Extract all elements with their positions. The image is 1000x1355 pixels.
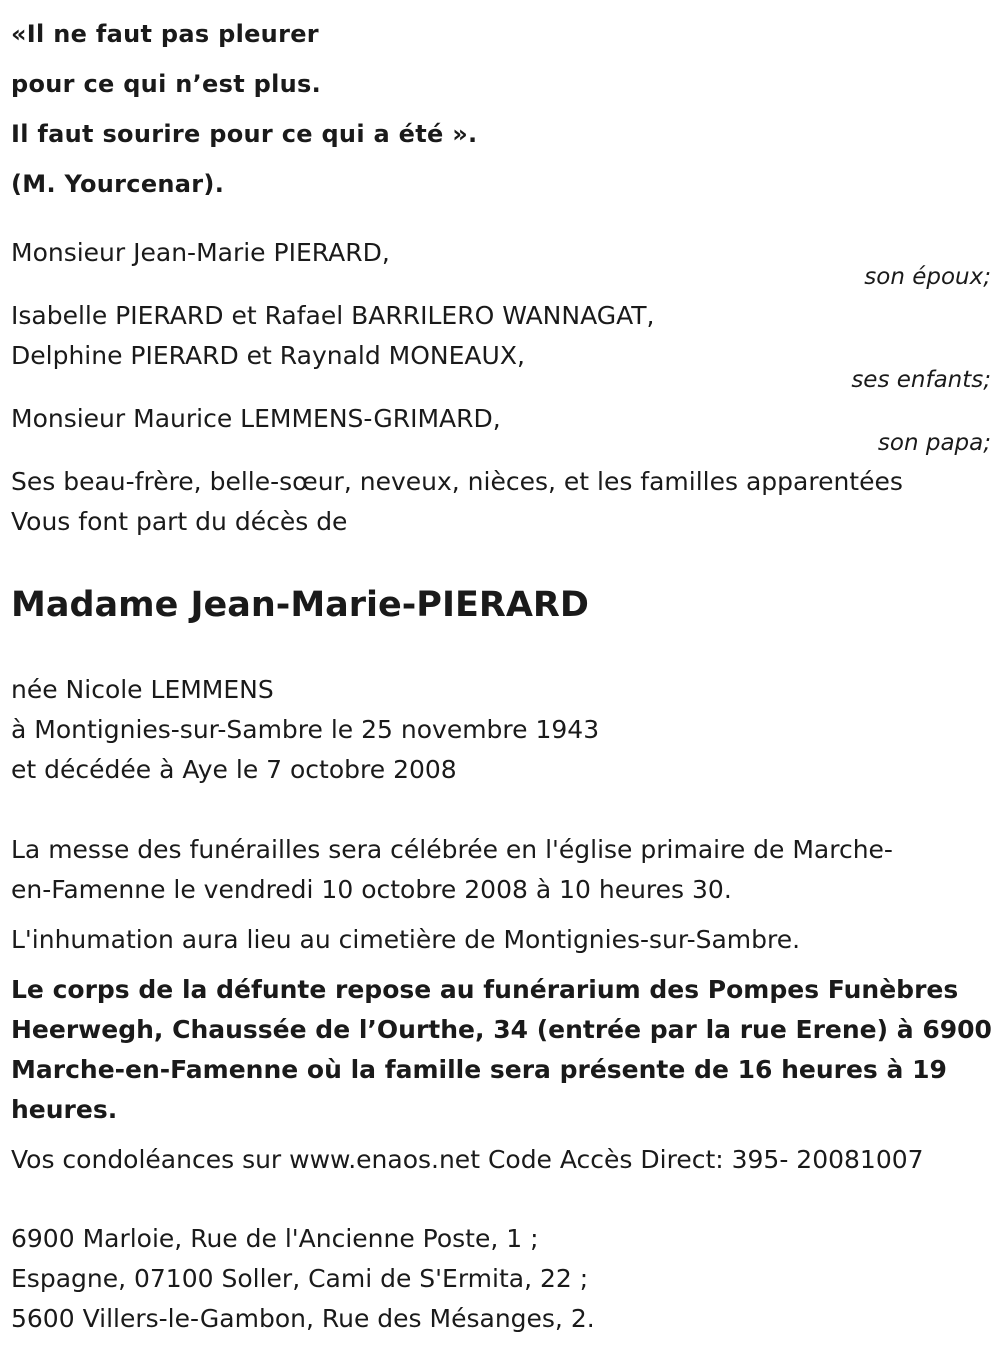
husband-role: son époux; — [864, 264, 991, 290]
funerarium-paragraph — [11, 970, 992, 1130]
burial-paragraph: L'inhumation aura lieu au cimetière de Montignies-sur-Sambre. — [11, 925, 801, 954]
husband-name: Monsieur Jean-Marie PIERARD, — [11, 238, 390, 267]
birth-details: à Montignies-sur-Sambre le 25 novembre 1943 — [11, 715, 600, 744]
announcement-line: Vous font part du décès de — [11, 507, 348, 536]
quote-attribution: (M. Yourcenar). — [11, 170, 225, 198]
funerarium-line-1: Le corps de la défunte repose au funérarium des Pompes Funèbres — [11, 975, 959, 1004]
address-3: 5600 Villers-le-Gambon, Rue des Mésanges, 2. — [11, 1304, 595, 1333]
child-1-name: Isabelle PIERARD et Rafael BARRILERO WANNAGAT, — [11, 301, 655, 330]
funerarium-line-3: Marche-en-Famenne où la famille sera présente de 16 heures à 19 — [11, 1055, 947, 1084]
child-2-name: Delphine PIERARD et Raynald MONEAUX, — [11, 341, 525, 370]
funerarium-line-2: Heerwegh, Chaussée de l’Ourthe, 34 (entrée par la rue Erene) à 6900 — [11, 1015, 992, 1044]
funeral-mass-paragraph — [11, 830, 971, 910]
mass-line-2: en-Famenne le vendredi 10 octobre 2008 à 10 heures 30. — [11, 875, 732, 904]
death-details: et décédée à Aye le 7 octobre 2008 — [11, 755, 457, 784]
address-1: 6900 Marloie, Rue de l'Ancienne Poste, 1 ; — [11, 1224, 539, 1253]
quote-line-3: Il faut sourire pour ce qui a été ». — [11, 120, 478, 148]
birth-name: née Nicole LEMMENS — [11, 675, 274, 704]
father-role: son papa; — [877, 430, 991, 456]
address-2: Espagne, 07100 Soller, Cami de S'Ermita, 22 ; — [11, 1264, 589, 1293]
mass-line-1: La messe des funérailles sera célébrée en l'église primaire de Marche- — [11, 835, 893, 864]
funerarium-line-4: heures. — [11, 1095, 118, 1124]
relatives-line: Ses beau-frère, belle-sœur, neveux, nièces, et les familles apparentées — [11, 467, 903, 496]
epigraph-quote — [11, 9, 477, 209]
children-role: ses enfants; — [851, 367, 991, 393]
condolences-line: Vos condoléances sur www.enaos.net Code Accès Direct: 395- 20081007 — [11, 1145, 924, 1174]
deceased-name: Madame Jean-Marie-PIERARD — [11, 585, 589, 625]
obituary-notice — [11, 0, 991, 1355]
quote-line-1: «Il ne faut pas pleurer — [11, 20, 319, 48]
father-name: Monsieur Maurice LEMMENS-GRIMARD, — [11, 404, 501, 433]
quote-line-2: pour ce qui n’est plus. — [11, 70, 322, 98]
